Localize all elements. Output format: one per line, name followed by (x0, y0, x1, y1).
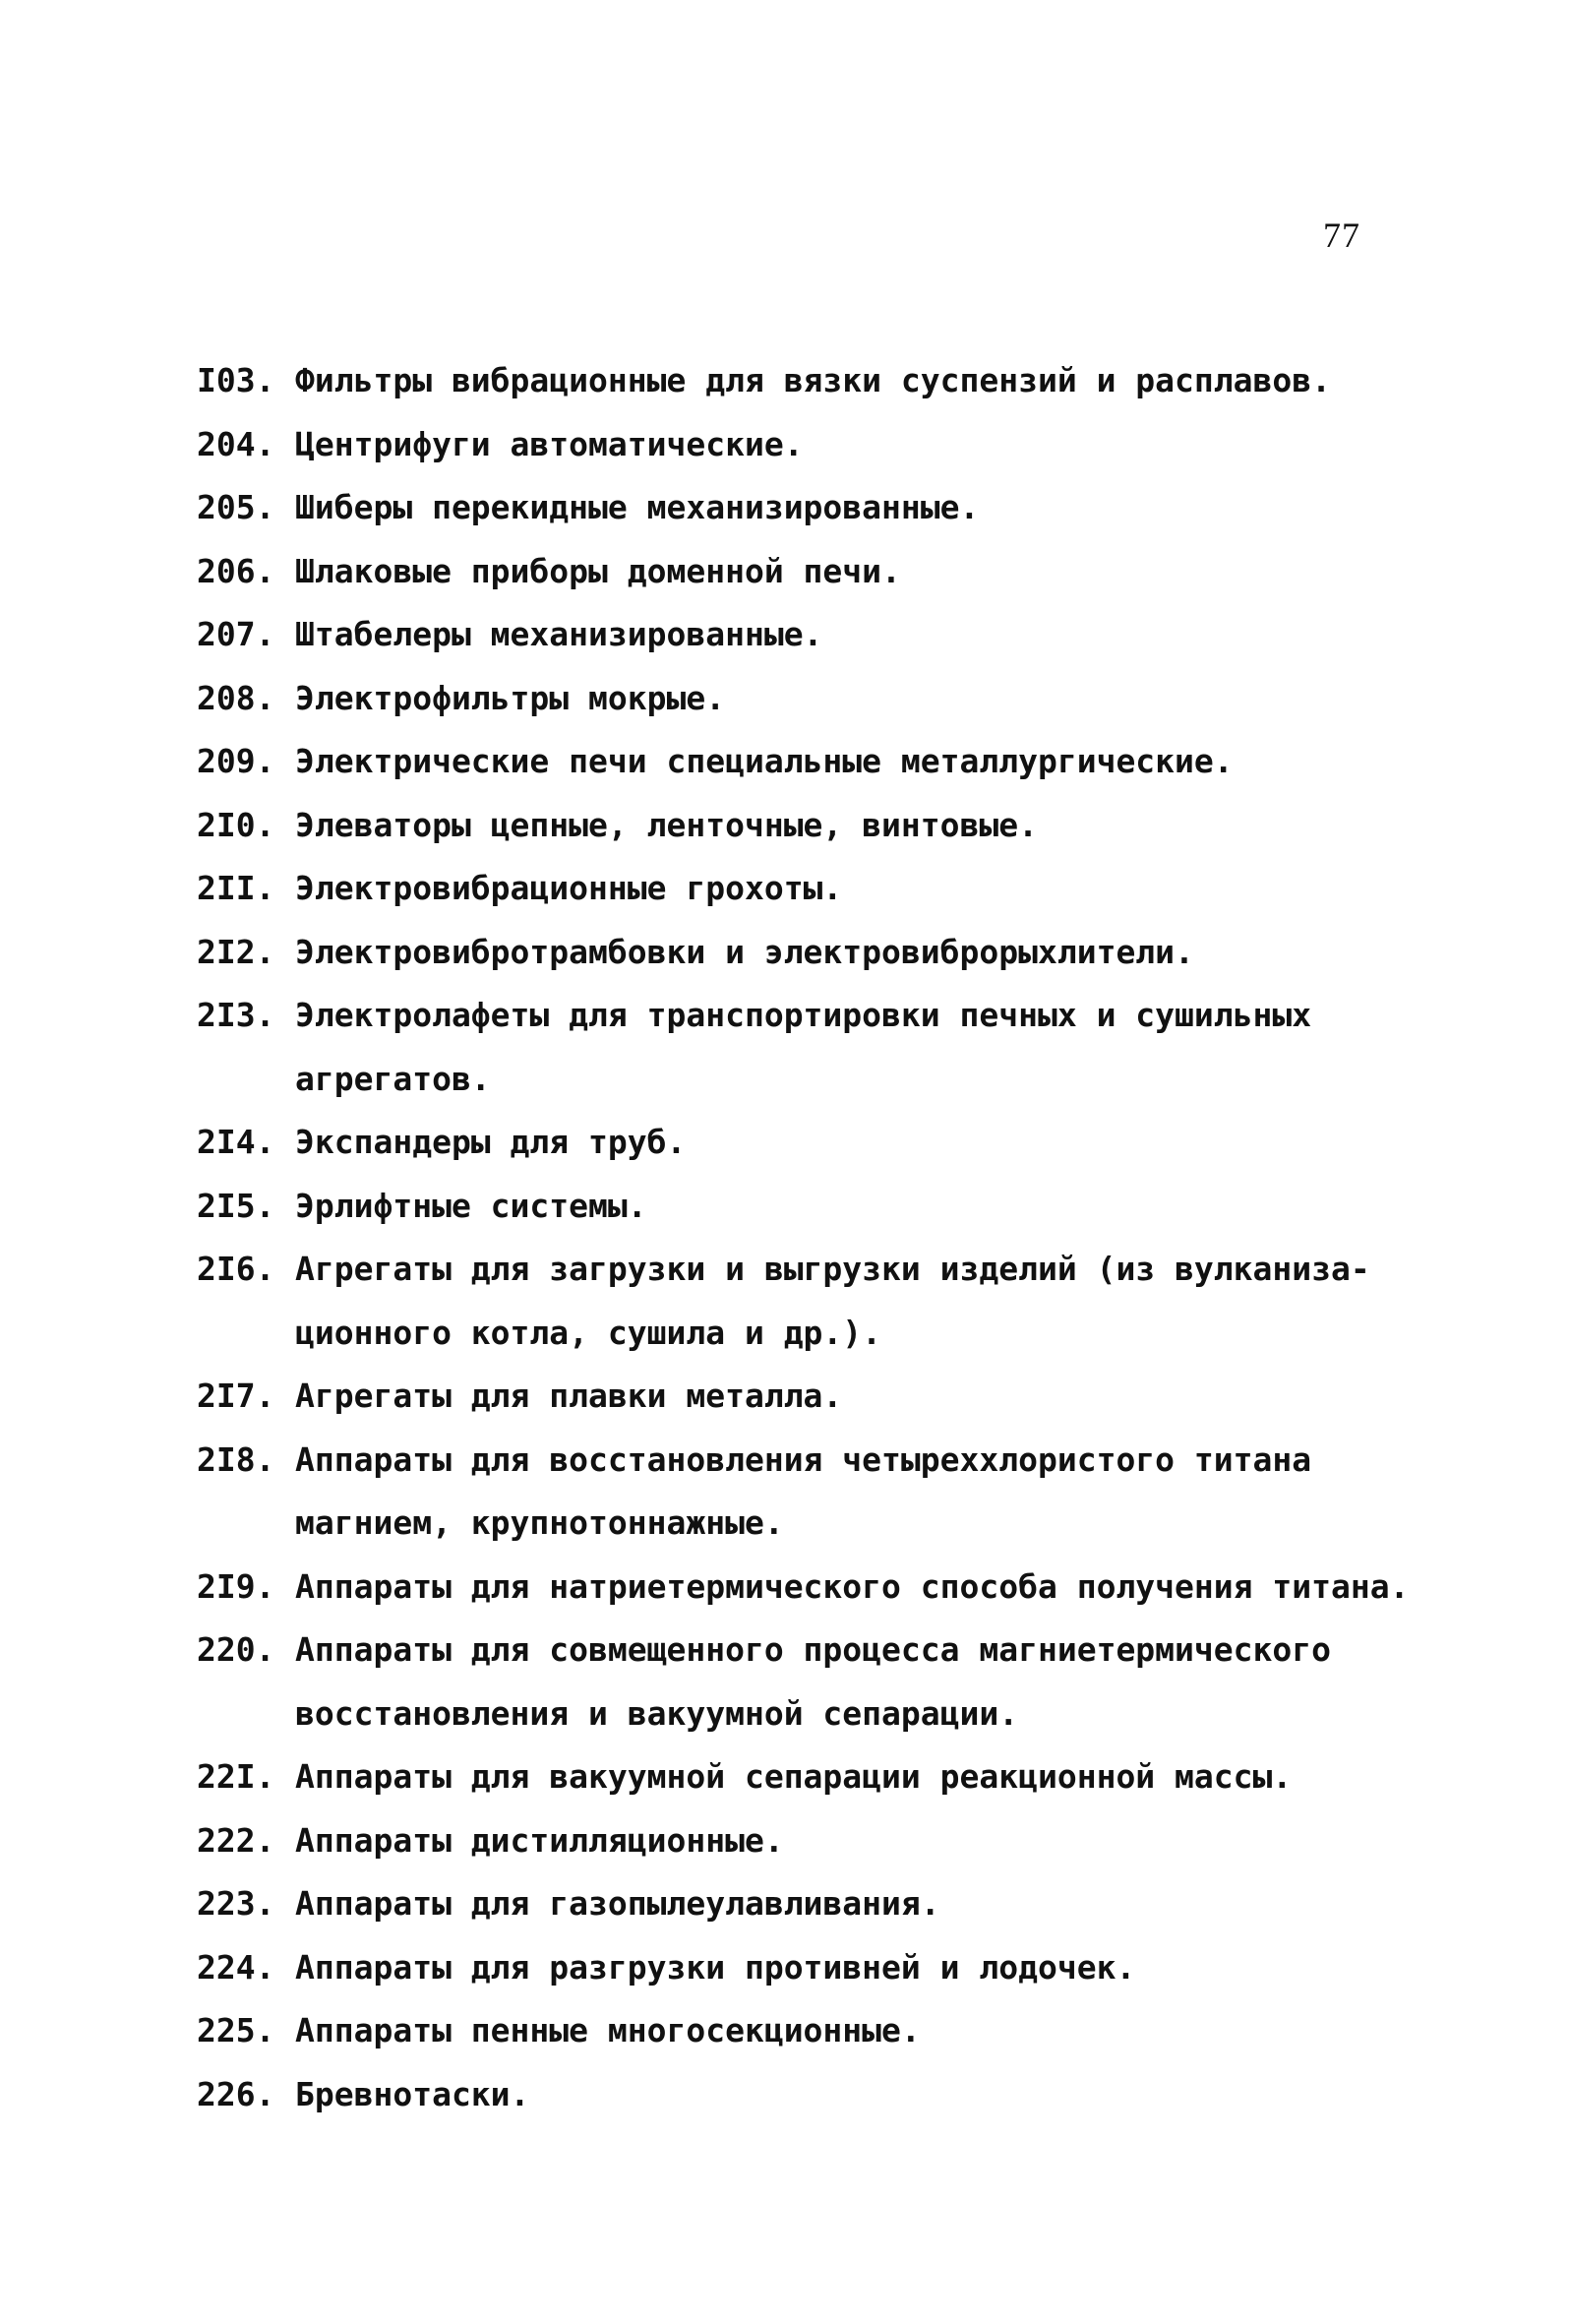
list-item (197, 984, 1426, 1111)
item-text-line: Аппараты для газопылеулавливания. (295, 1884, 940, 1923)
item-text-line: Аппараты для восстановления четыреххлористого титана (295, 1439, 1312, 1479)
item-number: 209. (197, 742, 275, 780)
item-text-line: восстановления и вакуумной сепарации. (295, 1693, 1019, 1733)
item-text (295, 413, 1426, 477)
item-text (295, 1429, 1426, 1556)
item-number: I03. (197, 361, 275, 399)
item-text (295, 984, 1426, 1111)
item-text-line: Электровибротрамбовки и электровиброрыхлители. (295, 932, 1194, 971)
list-item (197, 413, 1426, 477)
item-text (295, 1175, 1426, 1239)
item-number: 208. (197, 678, 275, 717)
item-number: 2I3. (197, 996, 275, 1034)
list-item (197, 730, 1426, 794)
list-item (197, 667, 1426, 731)
item-text (295, 921, 1426, 985)
item-number: 222. (197, 1820, 275, 1860)
item-text-line: Электрофильтры мокрые. (295, 678, 726, 717)
item-number: 204. (197, 424, 275, 463)
list-item (197, 476, 1426, 540)
item-text (295, 476, 1426, 540)
item-text-line: агрегатов. (295, 1059, 491, 1098)
item-text (295, 1619, 1426, 1745)
list-item (197, 1238, 1426, 1365)
equipment-list (197, 349, 1426, 2126)
item-text-line: Агрегаты для загрузки и выгрузки изделий (из вулканиза- (295, 1250, 1370, 1288)
item-text-line: Аппараты дистилляционные. (295, 1820, 784, 1860)
item-number: 226. (197, 2074, 275, 2113)
item-text (295, 857, 1426, 921)
item-number: 2I9. (197, 1566, 275, 1606)
item-number: 223. (197, 1884, 275, 1923)
item-text-line: Центрифуги автоматические. (295, 424, 804, 463)
page-number: 77 (1323, 215, 1360, 255)
item-text-line: Агрегаты для плавки металла. (295, 1376, 843, 1415)
item-text (295, 1872, 1426, 1936)
item-text (295, 1936, 1426, 2000)
item-text-line: Штабелеры механизированные. (295, 615, 823, 653)
item-text-line: магнием, крупнотоннажные. (295, 1503, 784, 1542)
list-item (197, 1745, 1426, 1809)
item-text-line: Эрлифтные системы. (295, 1186, 647, 1225)
list-item (197, 2063, 1426, 2127)
item-number: 2I6. (197, 1250, 275, 1288)
item-number: 2I2. (197, 932, 275, 971)
item-number: 205. (197, 488, 275, 526)
item-number: 2I5. (197, 1186, 275, 1225)
item-text-line: Аппараты пенные многосекционные. (295, 2011, 921, 2049)
item-number: 224. (197, 1947, 275, 1987)
list-item (197, 1175, 1426, 1239)
item-text (295, 730, 1426, 794)
item-text (295, 794, 1426, 858)
item-text-line: Аппараты для натриетермического способа получения титана. (295, 1566, 1410, 1606)
item-number: 2II. (197, 869, 275, 907)
item-text-line: Аппараты для совмещенного процесса магниетермического (295, 1630, 1331, 1669)
item-text (295, 1809, 1426, 1873)
item-text-line: Электрические печи специальные металлургические. (295, 742, 1234, 780)
list-item (197, 540, 1426, 604)
list-item (197, 1999, 1426, 2063)
item-text-line: Бревнотаски. (295, 2074, 530, 2113)
list-item (197, 1936, 1426, 2000)
item-text (295, 540, 1426, 604)
item-text-line: Шлаковые приборы доменной печи. (295, 551, 901, 590)
item-text-line: Аппараты для вакуумной сепарации реакционной массы. (295, 1757, 1293, 1796)
item-text-line: Аппараты для разгрузки противней и лодочек. (295, 1947, 1136, 1987)
item-text (295, 1111, 1426, 1175)
item-text (295, 1365, 1426, 1429)
item-text-line: Электровибрационные грохоты. (295, 869, 843, 907)
item-text (295, 1999, 1426, 2063)
item-number: 206. (197, 551, 275, 590)
item-text (295, 1556, 1426, 1620)
list-item (197, 1111, 1426, 1175)
item-text-line: Экспандеры для труб. (295, 1123, 687, 1161)
list-item (197, 1619, 1426, 1745)
item-number: 2I8. (197, 1439, 275, 1479)
list-item (197, 349, 1426, 413)
item-text (295, 349, 1426, 413)
item-number: 22I. (197, 1757, 275, 1796)
item-number: 207. (197, 615, 275, 653)
item-text-line: Электролафеты для транспортировки печных и сушильных (295, 996, 1312, 1034)
item-number: 225. (197, 2011, 275, 2049)
list-item (197, 794, 1426, 858)
list-item (197, 603, 1426, 667)
item-number: 2I4. (197, 1123, 275, 1161)
item-text-line: Фильтры вибрационные для вязки суспензий и расплавов. (295, 361, 1331, 399)
item-text (295, 667, 1426, 731)
list-item (197, 857, 1426, 921)
item-text (295, 1745, 1426, 1809)
item-number: 2I7. (197, 1376, 275, 1415)
item-text-line: Элеваторы цепные, ленточные, винтовые. (295, 805, 1038, 844)
item-text-line: ционного котла, сушила и др.). (295, 1313, 882, 1352)
list-item (197, 1872, 1426, 1936)
item-text-line: Шиберы перекидные механизированные. (295, 488, 980, 526)
list-item (197, 1429, 1426, 1556)
item-text (295, 2063, 1426, 2127)
item-number: 220. (197, 1630, 275, 1669)
list-item (197, 1365, 1426, 1429)
list-item (197, 921, 1426, 985)
item-number: 2I0. (197, 805, 275, 844)
list-item (197, 1809, 1426, 1873)
item-text (295, 603, 1426, 667)
list-item (197, 1556, 1426, 1620)
item-text (295, 1238, 1426, 1365)
